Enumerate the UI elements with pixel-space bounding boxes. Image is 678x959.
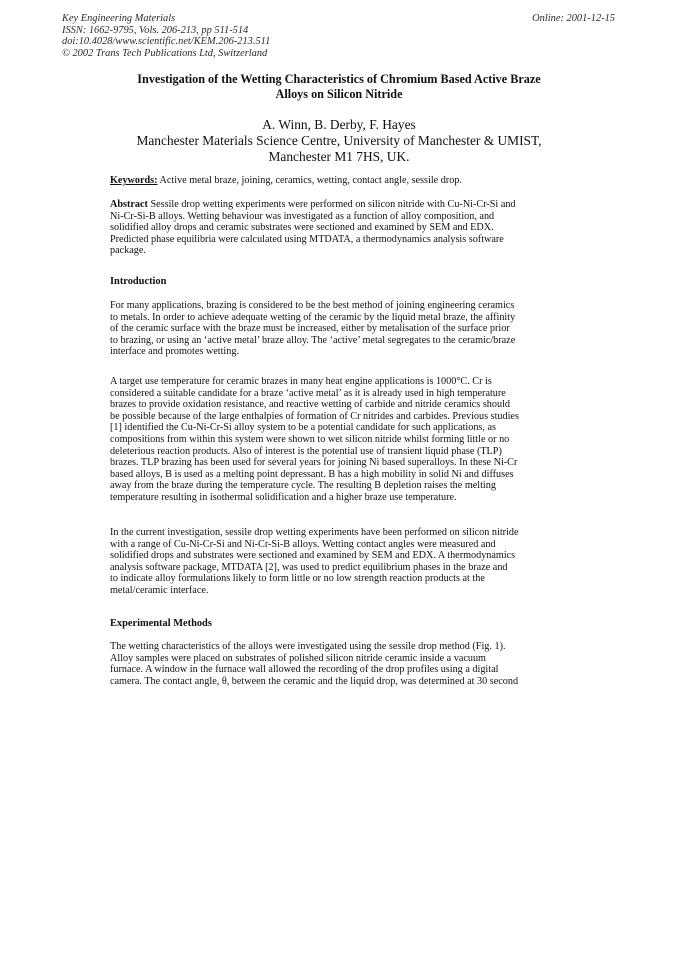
body-line: furnace. A window in the furnace wall allowed the recording of the drop profiles using a digital [110,664,499,676]
abstract-line: Ni-Cr-Si-B alloys. Wetting behaviour was investigated as a function of alloy composition, and [110,210,495,222]
affiliation-line-1: Manchester Materials Science Centre, University of Manchester & UMIST, [136,133,542,148]
body-line: of the ceramic surface with the braze must be increased, either by metalisation of the surface prior [110,323,510,335]
body-line: compositions from within this system were shown to wet silicon nitride whilst forming little or no [110,433,510,445]
copyright-line: © 2002 Trans Tech Publications Ltd, Switzerland [62,47,268,59]
body-line: camera. The contact angle, θ, between the ceramic and the liquid drop, was determined at 30 second [110,675,519,687]
keywords-text: Active metal braze, joining, ceramics, wetting, contact angle, sessile drop. [157,175,462,186]
body-line: away from the braze during the temperature cycle. The resulting B depletion raises the melting [110,480,496,492]
body-line: solidified drops and substrates were sectioned and examined by SEM and EDX. A thermodynamics [110,550,516,562]
body-line: be possible because of the large enthalpies of formation of Cr nitrides and carbides. Previous studies [110,410,519,422]
body-line: brazes to provide oxidation resistance, and reactive wetting of carbide and nitride ceramics should [110,399,510,411]
body-line: to indicate alloy formulations likely to form little or no low strength reaction products at the [110,573,485,585]
body-line: Alloy samples were placed on substrates of polished silicon nitride ceramic inside a vacuum [110,652,486,664]
body-line: deleterious reaction products. Also of interest is the potential use of transient liquid phase (TLP) [110,445,502,457]
introduction-paragraph-1 [110,300,555,358]
body-line: In the current investigation, sessile drop wetting experiments have been performed on silicon nitride [110,527,519,538]
body-line: with a range of Cu-Ni-Cr-Si and Ni-Cr-Si-B alloys. Wetting contact angles were measured and [110,538,496,550]
methods-heading-block [110,618,555,630]
body-line: temperature resulting in isothermal solidification and a higher braze use temperature. [110,491,457,503]
abstract-label: Abstract [110,199,148,210]
body-line: brazes. TLP brazing has been used for several years for joining Ni based superalloys. In these Ni-Cr [110,457,518,469]
body-line: interface and promotes wetting. [110,346,239,358]
keywords-label: Keywords: [110,175,158,186]
introduction-paragraph-2 [110,376,555,504]
body-line: analysis software package, MTDATA [2], was used to predict equilibrium phases in the braze and [110,561,508,573]
title-line-2: Alloys on Silicon Nitride [275,87,403,101]
body-line: The wetting characteristics of the alloys were investigated using the sessile drop method (Fig. 1). [110,641,506,652]
body-line: to metals. In order to achieve adequate wetting of the ceramic by the liquid metal braze, the affinity [110,311,516,323]
author-block [60,117,618,165]
issn-line: ISSN: 1662-9795, Vols. 206-213, pp 511-514 [62,24,249,36]
keywords-block [110,175,555,187]
body-line: A target use temperature for ceramic brazes in many heat engine applications is 1000°C. Cr is [110,376,492,387]
abstract-paragraph [110,199,555,257]
methods-heading: Experimental Methods [110,618,212,629]
abstract-line: package. [110,245,146,257]
body-line: considered a suitable candidate for a braze ‘active metal’ as it is already used in high temperature [110,387,506,399]
paper-title [100,72,578,102]
body-line: metal/ceramic interface. [110,584,209,596]
abstract-line: solidified alloy drops and ceramic substrates were sectioned and examined by SEM and EDX. [110,222,494,234]
introduction-heading-block [110,276,555,288]
online-date: Online: 2001-12-15 [532,13,615,24]
body-line: to brazing, or using an ‘active metal’ braze alloy. The ‘active’ metal segregates to the ceramic/braze [110,334,516,346]
journal-name: Key Engineering Materials [62,13,176,24]
body-line: [1] identified the Cu-Ni-Cr-Si alloy system to be a potential candidate for such applications, as [110,422,496,434]
methods-paragraph-1 [110,641,555,687]
affiliation-line-2: Manchester M1 7HS, UK. [268,149,410,164]
body-line: For many applications, brazing is considered to be the best method of joining engineering ceramics [110,300,515,311]
doi-line: doi:10.4028/www.scientific.net/KEM.206-213.511 [62,36,271,48]
title-line-1: Investigation of the Wetting Characteristics of Chromium Based Active Braze [137,72,541,86]
introduction-paragraph-3 [110,527,555,597]
abstract-block [110,199,555,257]
author-names: A. Winn, B. Derby, F. Hayes [262,117,416,132]
abstract-line: Predicted phase equilibria were calculated using MTDATA, a thermodynamics analysis software [110,233,504,245]
abstract-line: Sessile drop wetting experiments were performed on silicon nitride with Cu-Ni-Cr-Si and [147,199,516,210]
introduction-heading: Introduction [110,276,167,287]
body-line: based alloys, B is used as a melting point depressant. B has a high mobility in solid Ni and diffuses [110,468,514,480]
journal-header [62,13,270,59]
